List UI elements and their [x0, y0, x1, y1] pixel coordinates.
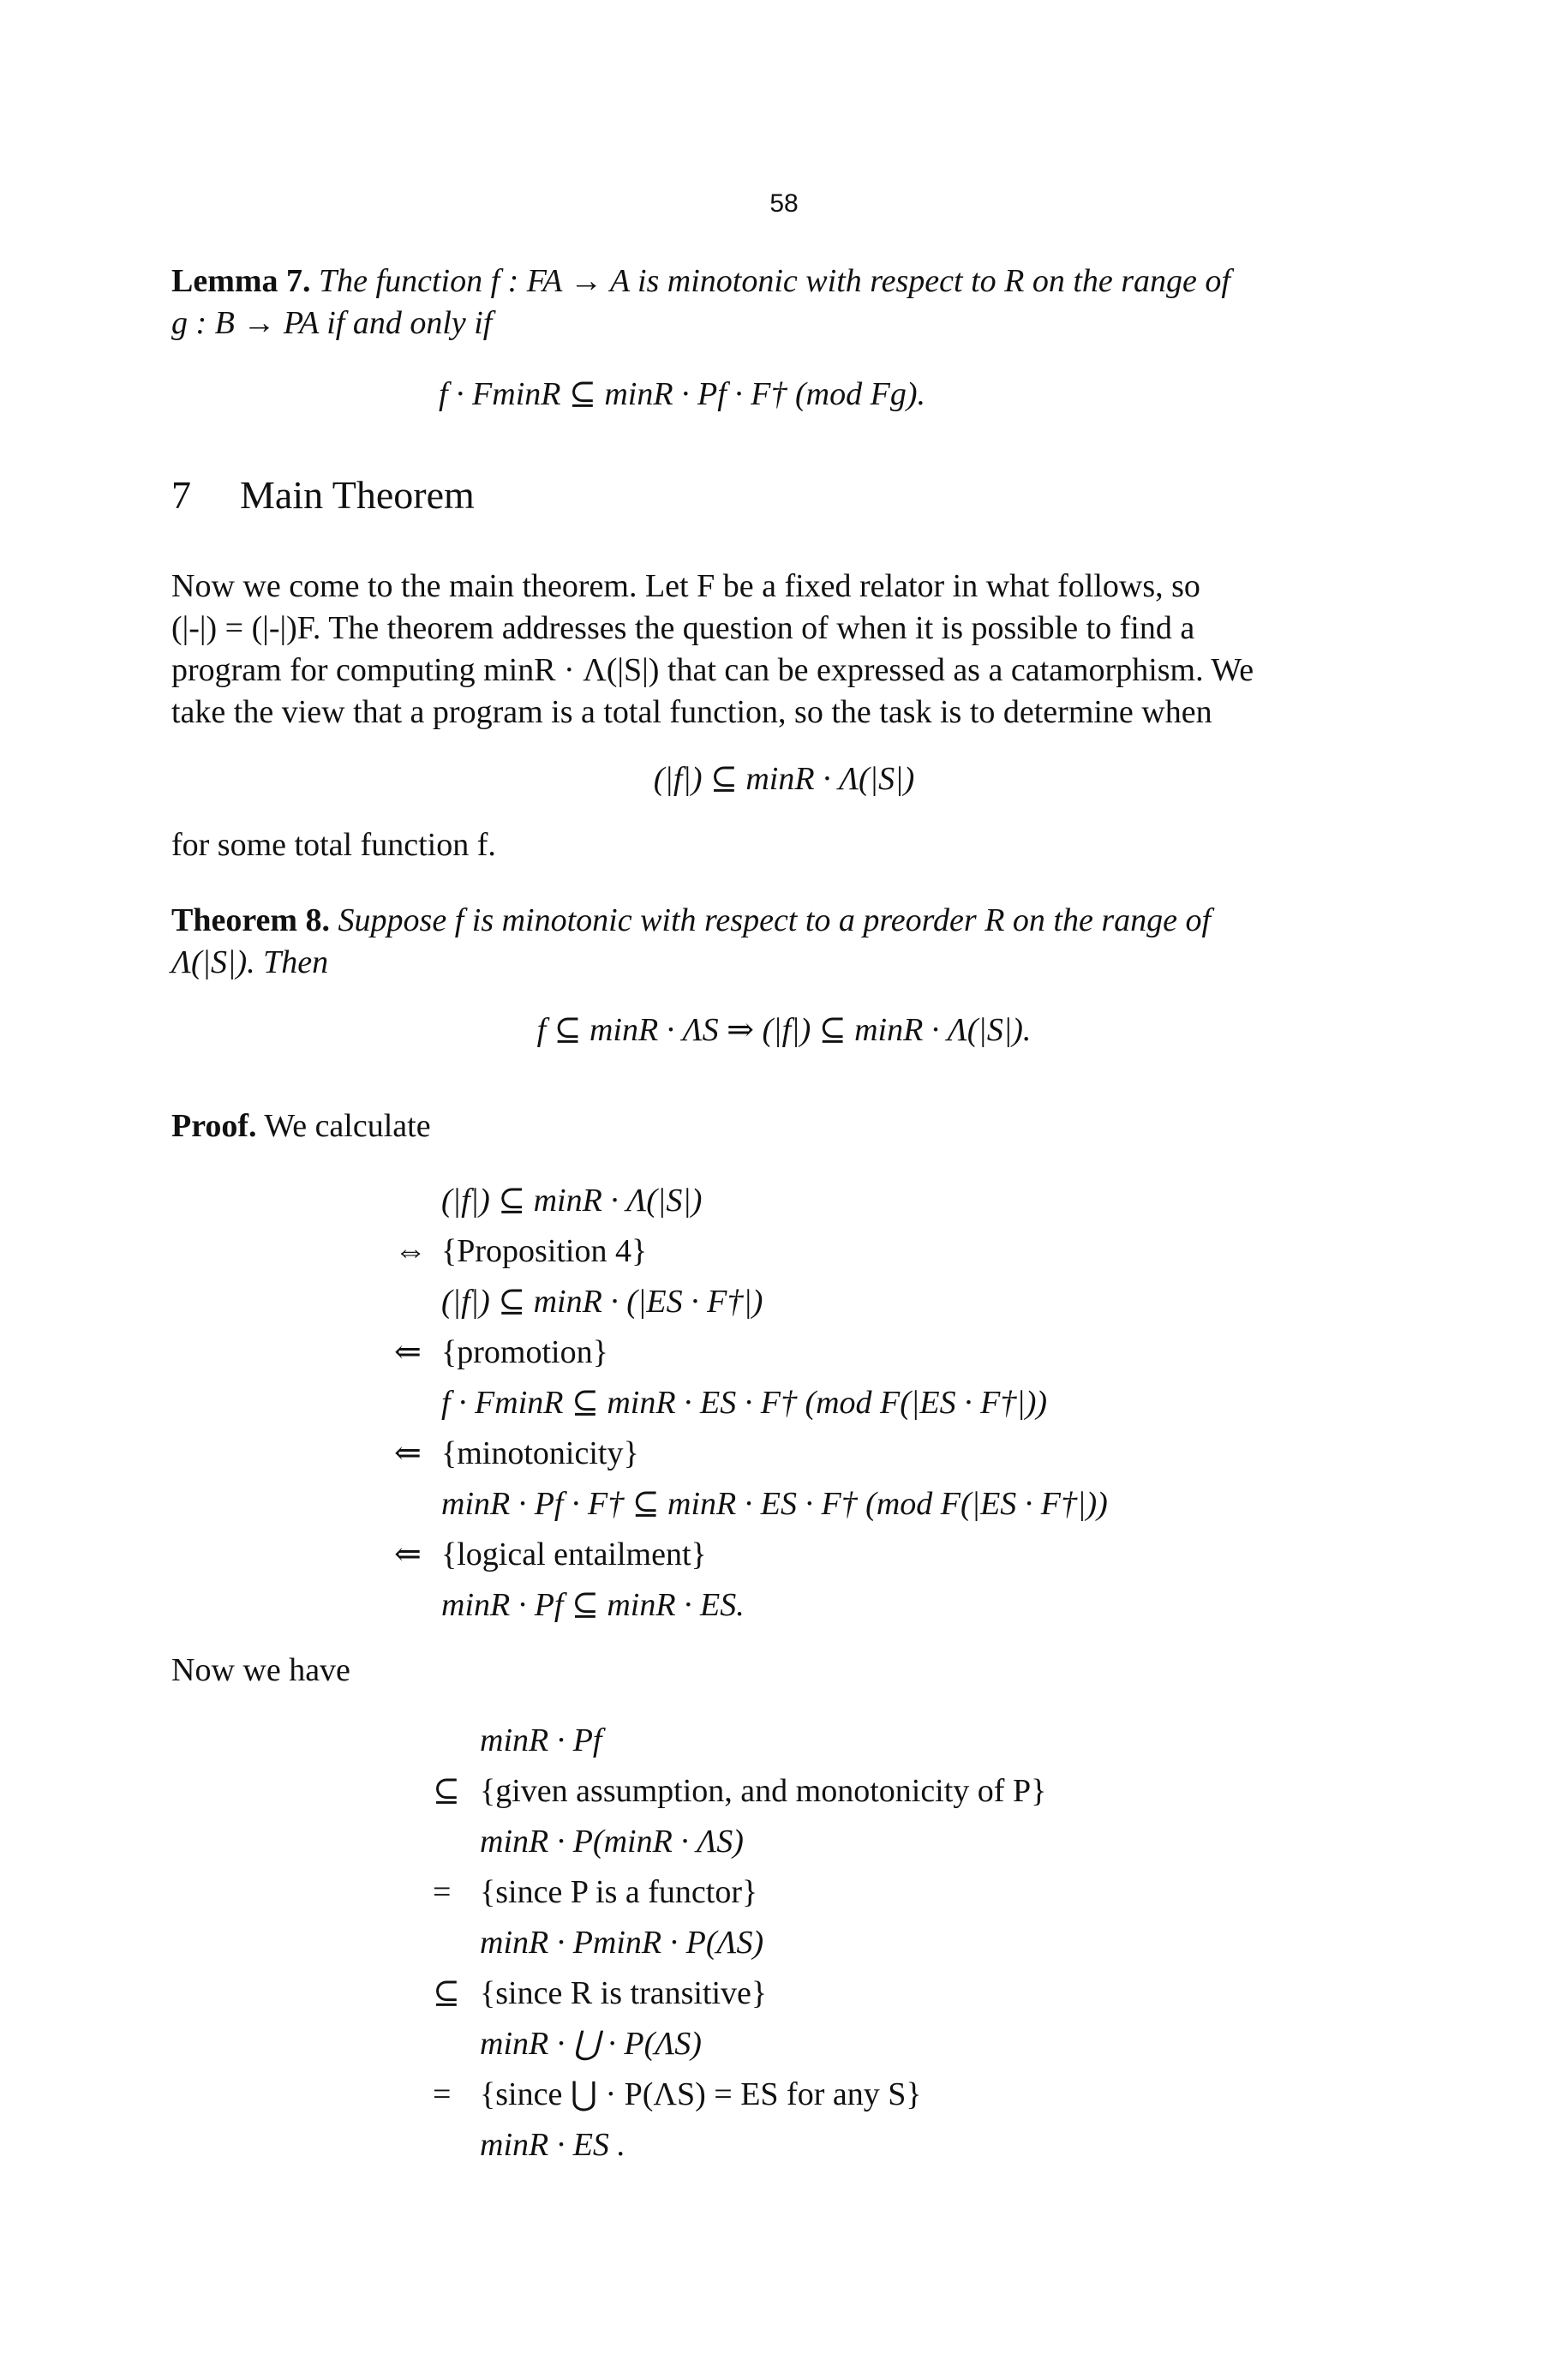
- second-derivation: [433, 1716, 1046, 2171]
- section-title: Main Theorem: [240, 473, 475, 517]
- intro-line-3: program for computing minR · Λ(|S|) that can be expressed as a catamorphism. We: [171, 652, 1254, 688]
- proof-derivation: [394, 1176, 1108, 1631]
- section-heading: [171, 470, 475, 521]
- proof-label: Proof.: [171, 1108, 257, 1144]
- intro-line-4: take the view that a program is a total function, so the task is to determine when: [171, 694, 1212, 730]
- lemma-line-2: g : B → PA if and only if: [171, 305, 493, 341]
- lemma-line-1: [171, 261, 1230, 302]
- derivation-step: ⇐ {minotonicity}: [394, 1435, 639, 1471]
- lemma-statement: The function f : FA → A is minotonic with respect to R on the range of: [319, 263, 1230, 299]
- lemma-formula: f · FminR ⊆ minR · Pf · F† (mod Fg).: [439, 376, 925, 412]
- section-number: 7: [171, 473, 191, 517]
- theorem-statement: Suppose f is minotonic with respect to a preorder R on the range of: [338, 902, 1212, 938]
- derivation-step: minR · Pf ⊆ minR · ES.: [441, 1587, 745, 1623]
- page-number: 58: [769, 189, 799, 218]
- derivation-step: minR · Pf · F† ⊆ minR · ES · F† (mod F(|ES · F†|)): [441, 1486, 1108, 1522]
- derivation-step: ⊆ {given assumption, and monotonicity of P}: [433, 1773, 1047, 1809]
- derivation-step: minR · PminR · P(ΛS): [480, 1925, 764, 1961]
- theorem-label: Theorem 8.: [171, 902, 331, 938]
- derivation-step: ⊆ {since R is transitive}: [433, 1975, 768, 2011]
- derivation-step: minR · Pf: [480, 1722, 602, 1758]
- derivation-step: ⇔ {Proposition 4}: [394, 1233, 648, 1269]
- intro-line-2: (|-|) = (|-|)F. The theorem addresses the question of when it is possible to find a: [171, 610, 1195, 646]
- derivation-step: minR · ⋃ · P(ΛS): [480, 2026, 702, 2062]
- intro-formula: (|f|) ⊆ minR · Λ(|S|): [653, 761, 915, 797]
- theorem-line-1: [171, 900, 1211, 942]
- proof-text: We calculate: [264, 1108, 431, 1144]
- intro-line-1: Now we come to the main theorem. Let F be a fixed relator in what follows, so: [171, 568, 1200, 604]
- derivation-step: (|f|) ⊆ minR · (|ES · F†|): [441, 1284, 763, 1320]
- derivation-step: ⇐ {logical entailment}: [394, 1536, 707, 1572]
- lemma-label: Lemma 7.: [171, 263, 311, 299]
- derivation-step: f · FminR ⊆ minR · ES · F† (mod F(|ES · F†|)): [441, 1385, 1048, 1421]
- intro-after: for some total function f.: [171, 827, 496, 863]
- theorem-line-2: Λ(|S|). Then: [171, 944, 329, 980]
- derivation-step: ⇐ {promotion}: [394, 1334, 608, 1370]
- derivation-step: minR · P(minR · ΛS): [480, 1824, 744, 1860]
- derivation-step: = {since ⋃ · P(ΛS) = ES for any S}: [433, 2076, 922, 2112]
- derivation-step: minR · ES .: [480, 2127, 625, 2163]
- now-we-have: Now we have: [171, 1652, 350, 1688]
- proof-intro: [171, 1105, 431, 1147]
- derivation-step: (|f|) ⊆ minR · Λ(|S|): [441, 1183, 703, 1219]
- derivation-step: = {since P is a functor}: [433, 1874, 758, 1910]
- theorem-formula: f ⊆ minR · ΛS ⇒ (|f|) ⊆ minR · Λ(|S|).: [536, 1012, 1032, 1048]
